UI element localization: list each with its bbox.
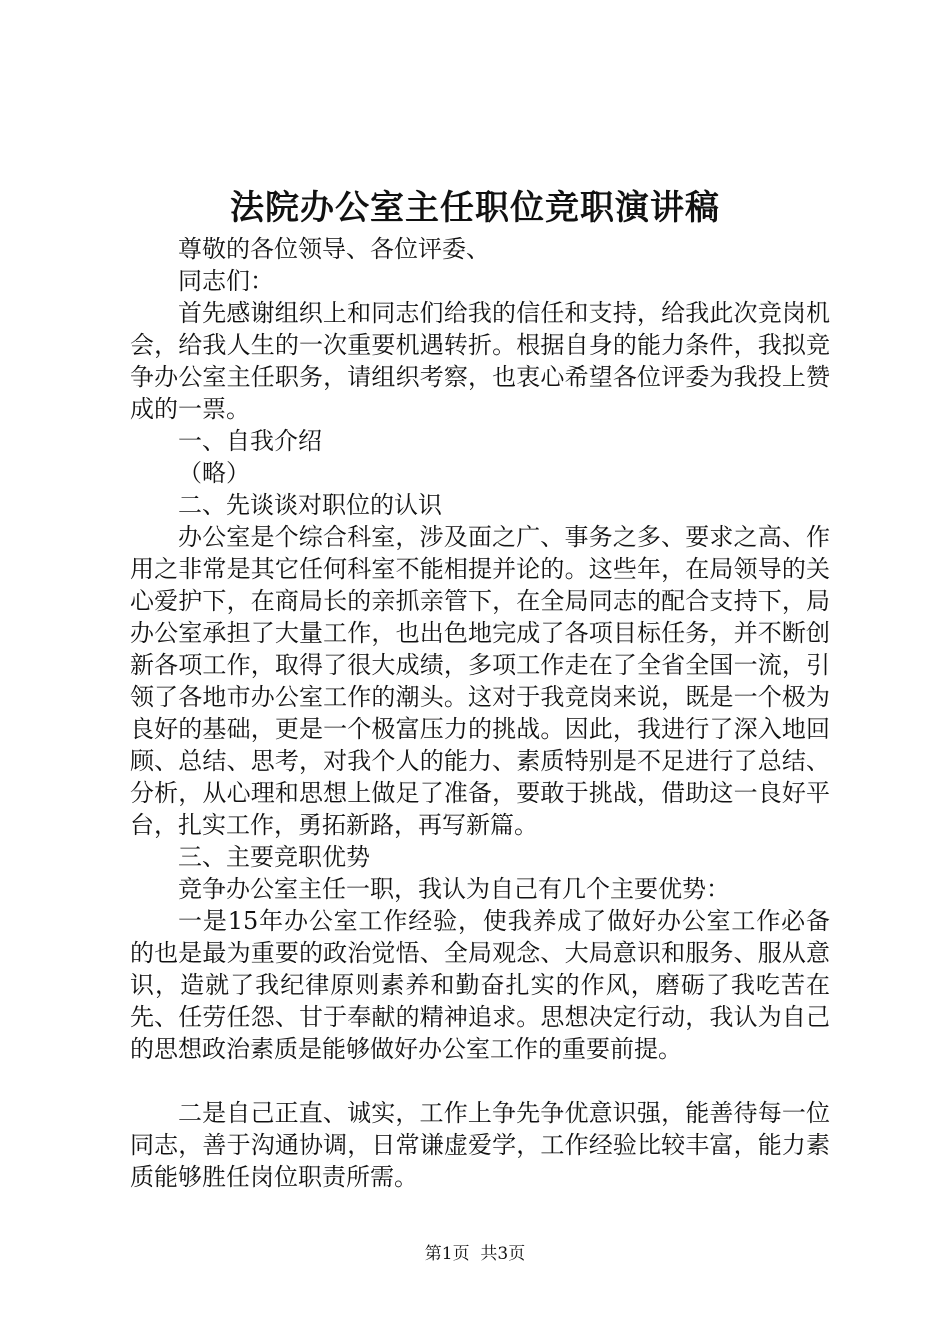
paragraph-advantage-two: 二是自己正直、诚实，工作上争先争优意识强，能善待每一位同志，善于沟通协调，日常谦虚爱学，工作经验比较丰富，能力素质能够胜任岗位职责所需。 (130, 1099, 830, 1191)
page-number-footer: 第1页 共3页 (424, 1244, 526, 1264)
salutation-line-1: 尊敬的各位领导、各位评委、 (178, 235, 490, 263)
salutation-line-2: 同志们： (178, 267, 274, 295)
paragraph-advantage-one: 一是15年办公室工作经验，使我养成了做好办公室工作必备的也是最为重要的政治觉悟、全局观念、大局意识和服务、服从意识，造就了我纪律原则素养和勤奋扎实的作风，磨砺了我吃苦在先、任劳任怨、甘于奉献的精神追求。思想决定行动，我认为自己的思想政治素质是能够做好办公室工作的重要前提。 (130, 907, 830, 1063)
section-heading-advantages: 三、主要竞职优势 (178, 843, 370, 871)
paragraph-advantages-intro: 竞争办公室主任一职，我认为自己有几个主要优势： (178, 875, 730, 903)
document-body (130, 233, 830, 1193)
document-title: 法院办公室主任职位竞职演讲稿 (230, 188, 720, 228)
section-heading-self-intro: 一、自我介绍 (178, 427, 322, 455)
paragraph-office-role: 办公室是个综合科室，涉及面之广、事务之多、要求之高、作用之非常是其它任何科室不能相提并论的。这些年，在局领导的关心爱护下，在商局长的亲抓亲管下，在全局同志的配合支持下，局办公室承担了大量工作，也出色地完成了各项目标任务，并不断创新各项工作，取得了很大成绩，多项工作走在了全省全国一流，引领了各地市办公室工作的潮头。这对于我竞岗来说，既是一个极为良好的基础，更是一个极富压力的挑战。因此，我进行了深入地回顾、总结、思考，对我个人的能力、素质特别是不足进行了总结、分析，从心理和思想上做足了准备，要敢于挑战，借助这一良好平台，扎实工作，勇拓新路，再写新篇。 (130, 523, 830, 839)
paragraph-opening: 首先感谢组织上和同志们给我的信任和支持，给我此次竞岗机会，给我人生的一次重要机遇转折。根据自身的能力条件，我拟竞争办公室主任职务，请组织考察，也衷心希望各位评委为我投上赞成的一票。 (130, 299, 830, 423)
paragraph-omitted: （略） (178, 459, 250, 487)
section-heading-position-understanding: 二、先谈谈对职位的认识 (178, 491, 442, 519)
